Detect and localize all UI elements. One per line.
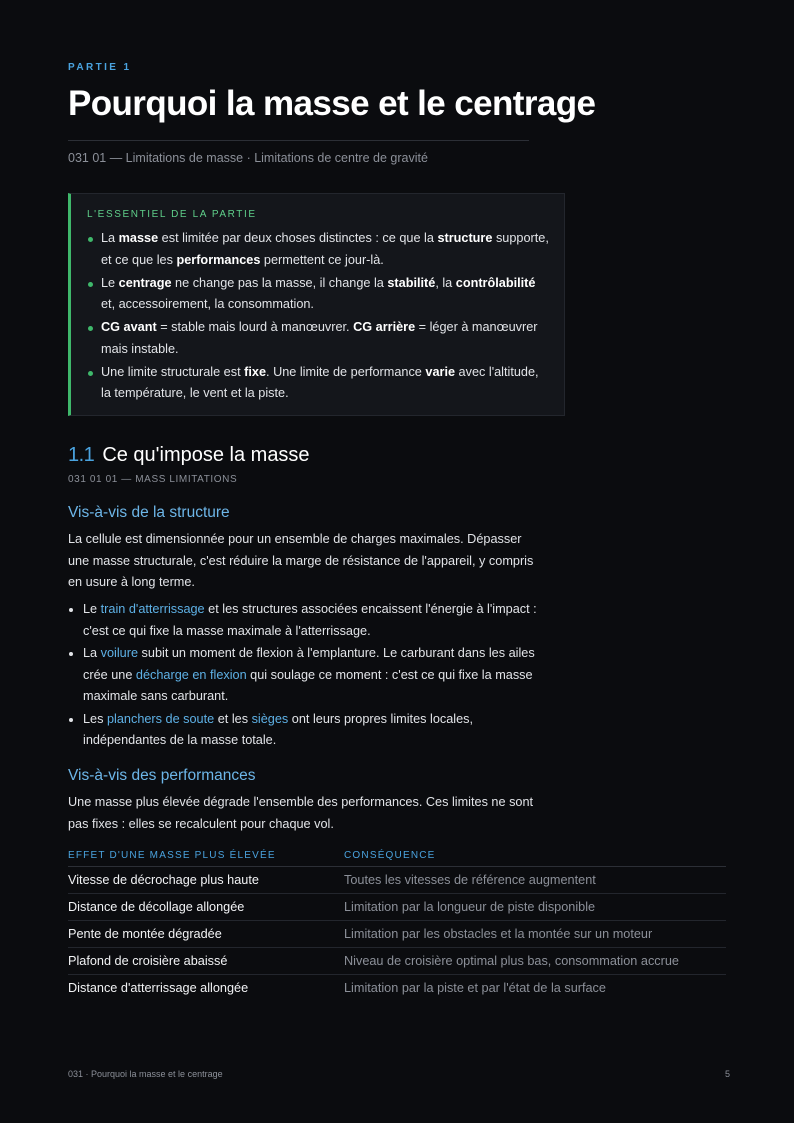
text-run: La (83, 646, 101, 660)
list-item (68, 599, 538, 642)
text-run: subit un moment de flexion à l'emplanture. Le carburant dans les ailes crée une (83, 646, 535, 682)
text-run: et les (214, 711, 252, 726)
text-run: et, accessoirement, la consommation. (101, 297, 314, 311)
emphasis-text: varie (425, 364, 456, 379)
structure-heading: Vis-à-vis de la structure (68, 504, 230, 521)
text-run: Le (83, 602, 101, 616)
text-run: qui soulage ce moment : c'est ce qui fixe la masse maximale sans carburant. (83, 667, 533, 703)
text-run: avec l'altitude, la température, le vent et la piste. (101, 364, 539, 400)
text-run: Une limite structurale est (101, 364, 245, 379)
emphasis-text: masse (118, 231, 159, 245)
table-cell-effect: Distance de décollage allongée (68, 894, 344, 921)
essentials-heading: L'ESSENTIEL DE LA PARTIE (87, 209, 257, 220)
table-cell-consequence: Limitation par la piste et par l'état de la surface (344, 981, 606, 995)
title-divider (68, 140, 529, 141)
emphasis-text: performances (176, 252, 261, 267)
highlighted-term: décharge en flexion (135, 667, 247, 682)
emphasis-text: stabilité (387, 275, 436, 290)
text-run: ne change pas la masse, il change la (171, 275, 388, 290)
essentials-item (87, 362, 550, 405)
text-run: est limitée par deux choses distinctes : ce que la (158, 231, 438, 245)
text-run: , la (435, 275, 456, 290)
table-header-effect: EFFET D'UNE MASSE PLUS ÉLEVÉE (68, 846, 344, 867)
text-run: La (101, 231, 119, 245)
text-run: ont leurs propres limites locales, indépendantes de la masse totale. (83, 711, 474, 747)
structure-intro: La cellule est dimensionnée pour un ensemble de charges maximales. Dépasser une masse structurale, c'est réduire la marge de résistance de l'appareil, y compris en usure à long terme. (68, 532, 534, 589)
table-cell-effect: Plafond de croisière abaissé (68, 948, 344, 975)
table-row (68, 921, 726, 948)
list-item (68, 643, 538, 708)
section-number: 1.1 (68, 444, 95, 466)
performance-heading: Vis-à-vis des performances (68, 767, 256, 784)
list-item (68, 709, 538, 752)
table-cell-effect: Pente de montée dégradée (68, 921, 344, 948)
page-title: Pourquoi la masse et le centrage (68, 84, 596, 123)
section-title-text: Ce qu'impose la masse (102, 444, 310, 466)
table-row (68, 975, 726, 1002)
table-cell-effect: Distance d'atterrissage allongée (68, 981, 249, 995)
table-cell-consequence: Toutes les vitesses de référence augmentent (344, 867, 726, 894)
performance-intro: Une masse plus élevée dégrade l'ensemble des performances. Ces limites ne sont pas fixes : elles se recalculent pour chaque vol. (68, 795, 534, 831)
section-title (68, 444, 310, 467)
page-number: 5 (724, 1069, 730, 1079)
table-row (68, 867, 726, 894)
text-run: Les (83, 711, 107, 726)
page-subtitle: 031 01 — Limitations de masse · Limitations de centre de gravité (68, 151, 428, 165)
text-run: permettent ce jour-là. (260, 252, 384, 267)
emphasis-text: contrôlabilité (455, 275, 536, 290)
highlighted-term: voilure (100, 646, 139, 660)
highlighted-term: train d'atterrissage (100, 602, 205, 616)
table-cell-effect: Vitesse de décrochage plus haute (68, 867, 344, 894)
emphasis-text: CG arrière (353, 320, 416, 334)
emphasis-text: CG avant (101, 320, 157, 334)
table-cell-consequence: Limitation par la longueur de piste disponible (344, 894, 726, 921)
table-cell-consequence: Niveau de croisière optimal plus bas, consommation accrue (344, 948, 726, 975)
table-header-consequence: CONSÉQUENCE (344, 846, 726, 867)
essentials-item (87, 273, 550, 316)
text-run: et les structures associées encaissent l'énergie à l'impact : c'est ce qui fixe la masse maximale à l'atterrissage. (83, 602, 537, 638)
table-cell-consequence: Limitation par les obstacles et la montée sur un moteur (344, 921, 726, 948)
effects-table (68, 846, 726, 1001)
footer-running-title: 031 · Pourquoi la masse et le centrage (68, 1069, 223, 1079)
emphasis-text: fixe (244, 364, 267, 379)
essentials-callout (68, 193, 565, 416)
highlighted-term: planchers de soute (106, 711, 215, 726)
structure-bullets (68, 599, 538, 753)
section-code: 031 01 01 — MASS LIMITATIONS (68, 474, 238, 485)
essentials-item (87, 228, 550, 271)
text-run: . Une limite de performance (266, 364, 426, 379)
text-run: Le (101, 275, 119, 290)
emphasis-text: centrage (118, 275, 172, 290)
table-row (68, 948, 726, 975)
emphasis-text: structure (437, 231, 493, 245)
text-run: supporte, et ce que les (101, 231, 549, 267)
text-run: = stable mais lourd à manœuvrer. (156, 320, 354, 334)
highlighted-term: sièges (251, 711, 289, 726)
table-header-row (68, 846, 726, 867)
essentials-item (87, 317, 550, 360)
text-run: = léger à manœuvrer mais instable. (101, 320, 538, 356)
part-kicker: PARTIE 1 (68, 62, 132, 73)
table-row (68, 894, 726, 921)
essentials-list (87, 228, 550, 405)
